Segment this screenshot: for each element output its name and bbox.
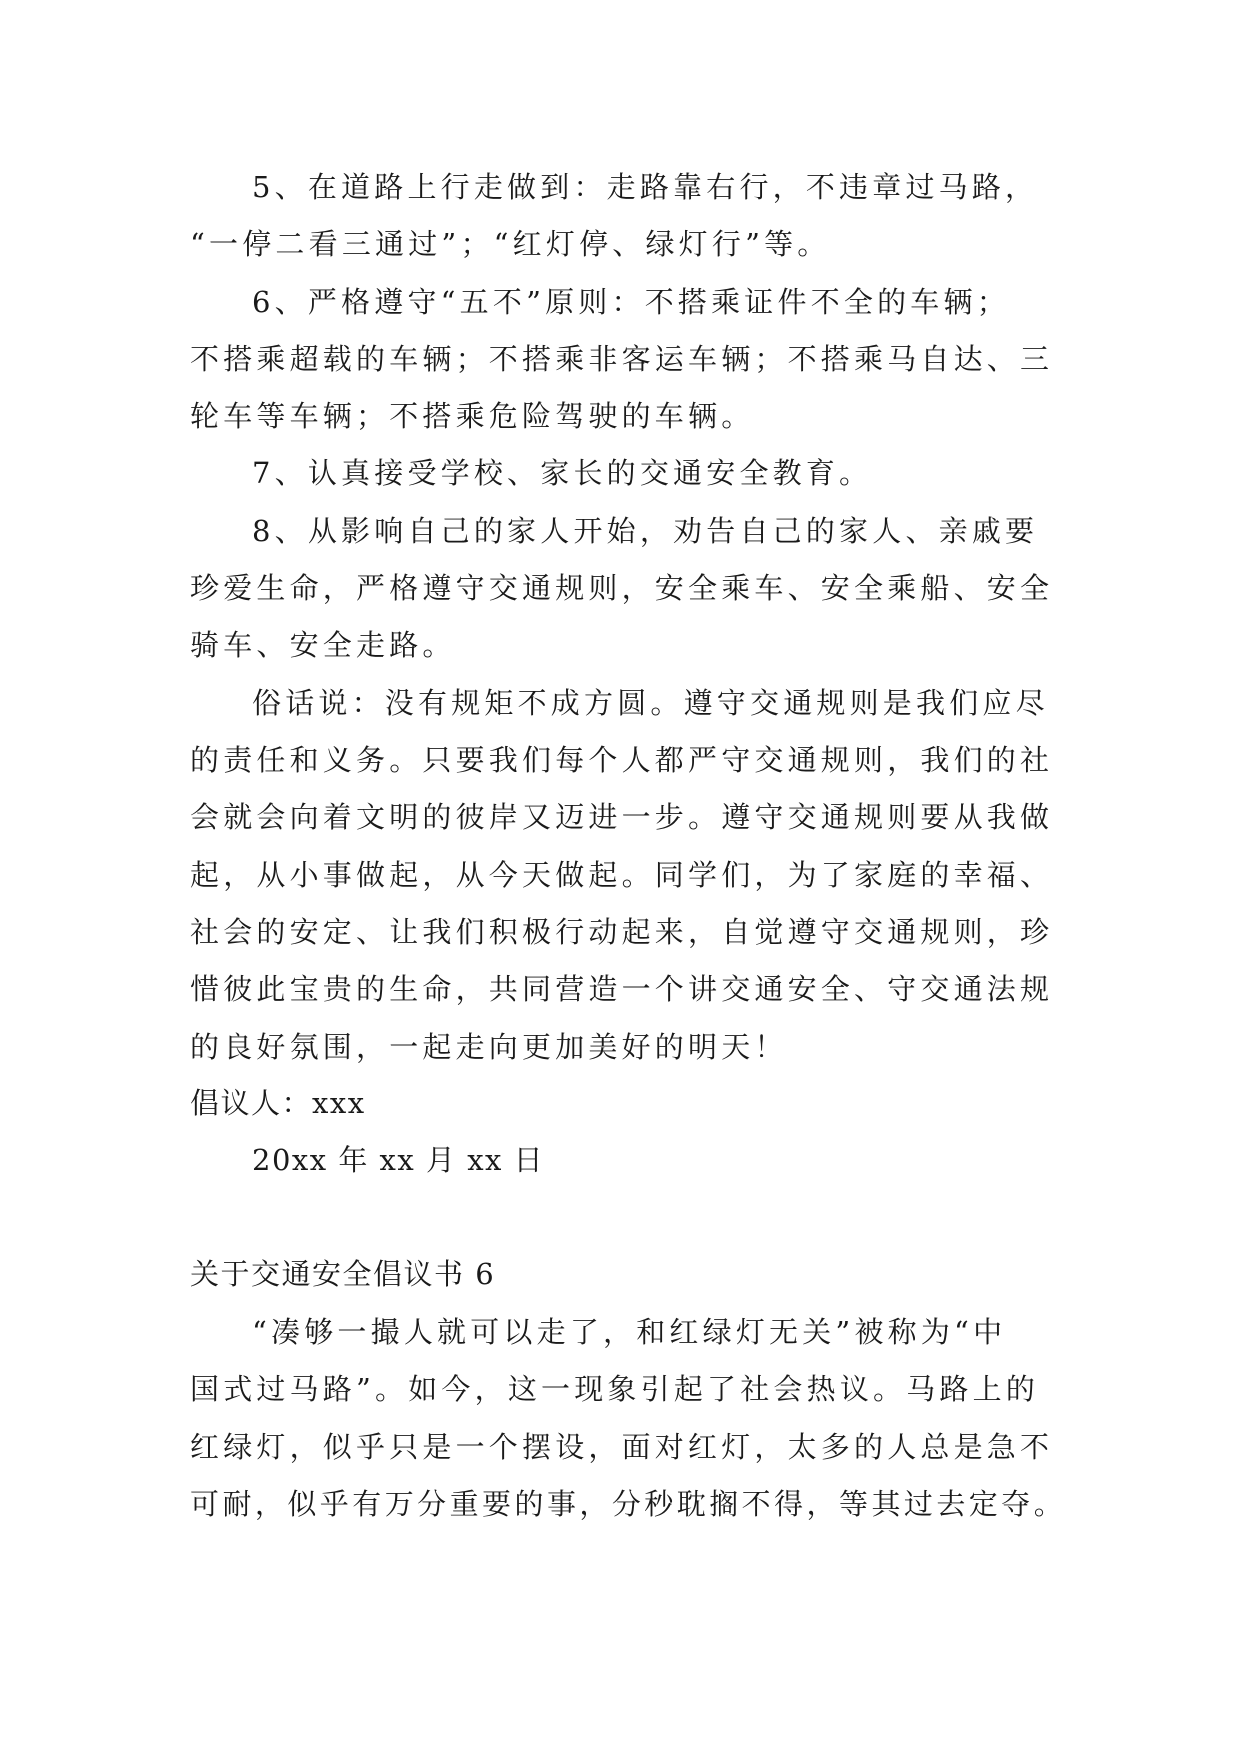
paragraph-line: 国式过马路”。如今，这一现象引起了社会热议。马路上的 [190,1372,1040,1406]
section-title: 关于交通安全倡议书 6 [190,1257,496,1291]
paragraph-line: 不搭乘超载的车辆；不搭乘非客运车辆；不搭乘马自达、三 [190,342,1054,376]
paragraph-line: 骑车、安全走路。 [190,628,456,662]
paragraph-line: 俗话说：没有规矩不成方圆。遵守交通规则是我们应尽 [252,686,1049,720]
paragraph-line: 会就会向着文明的彼岸又迈进一步。遵守交通规则要从我做 [190,800,1054,834]
paragraph-line: 红绿灯，似乎只是一个摆设，面对红灯，太多的人总是急不 [190,1430,1054,1464]
paragraph-line: 7、认真接受学校、家长的交通安全教育。 [252,456,873,490]
signature-proposer: 倡议人：xxx [190,1086,366,1120]
paragraph-line: 珍爱生命，严格遵守交通规则，安全乘车、安全乘船、安全 [190,571,1054,605]
paragraph-line: 轮车等车辆；不搭乘危险驾驶的车辆。 [190,399,755,433]
paragraph-line: 可耐，似乎有万分重要的事，分秒耽搁不得，等其过去定夺。 [190,1487,1067,1521]
paragraph-line: 惜彼此宝贵的生命，共同营造一个讲交通安全、守交通法规 [190,972,1054,1006]
signature-date: 20xx 年 xx 月 xx 日 [252,1143,545,1177]
paragraph-line: 5、在道路上行走做到：走路靠右行，不违章过马路， [252,170,1039,204]
paragraph-line: “一停二看三通过”；“红灯停、绿灯行”等。 [190,227,831,261]
paragraph-line: 8、从影响自己的家人开始，劝告自己的家人、亲戚要 [252,514,1039,548]
paragraph-line: 社会的安定、让我们积极行动起来，自觉遵守交通规则，珍 [190,915,1054,949]
paragraph-line: 的责任和义务。只要我们每个人都严守交通规则，我们的社 [190,743,1054,777]
paragraph-line: 起，从小事做起，从今天做起。同学们，为了家庭的幸福、 [190,858,1054,892]
paragraph-line: “凑够一撮人就可以走了，和红绿灯无关”被称为“中 [252,1315,1007,1349]
paragraph-line: 的良好氛围，一起走向更加美好的明天！ [190,1030,788,1064]
paragraph-line: 6、严格遵守“五不”原则：不搭乘证件不全的车辆； [252,285,1010,319]
